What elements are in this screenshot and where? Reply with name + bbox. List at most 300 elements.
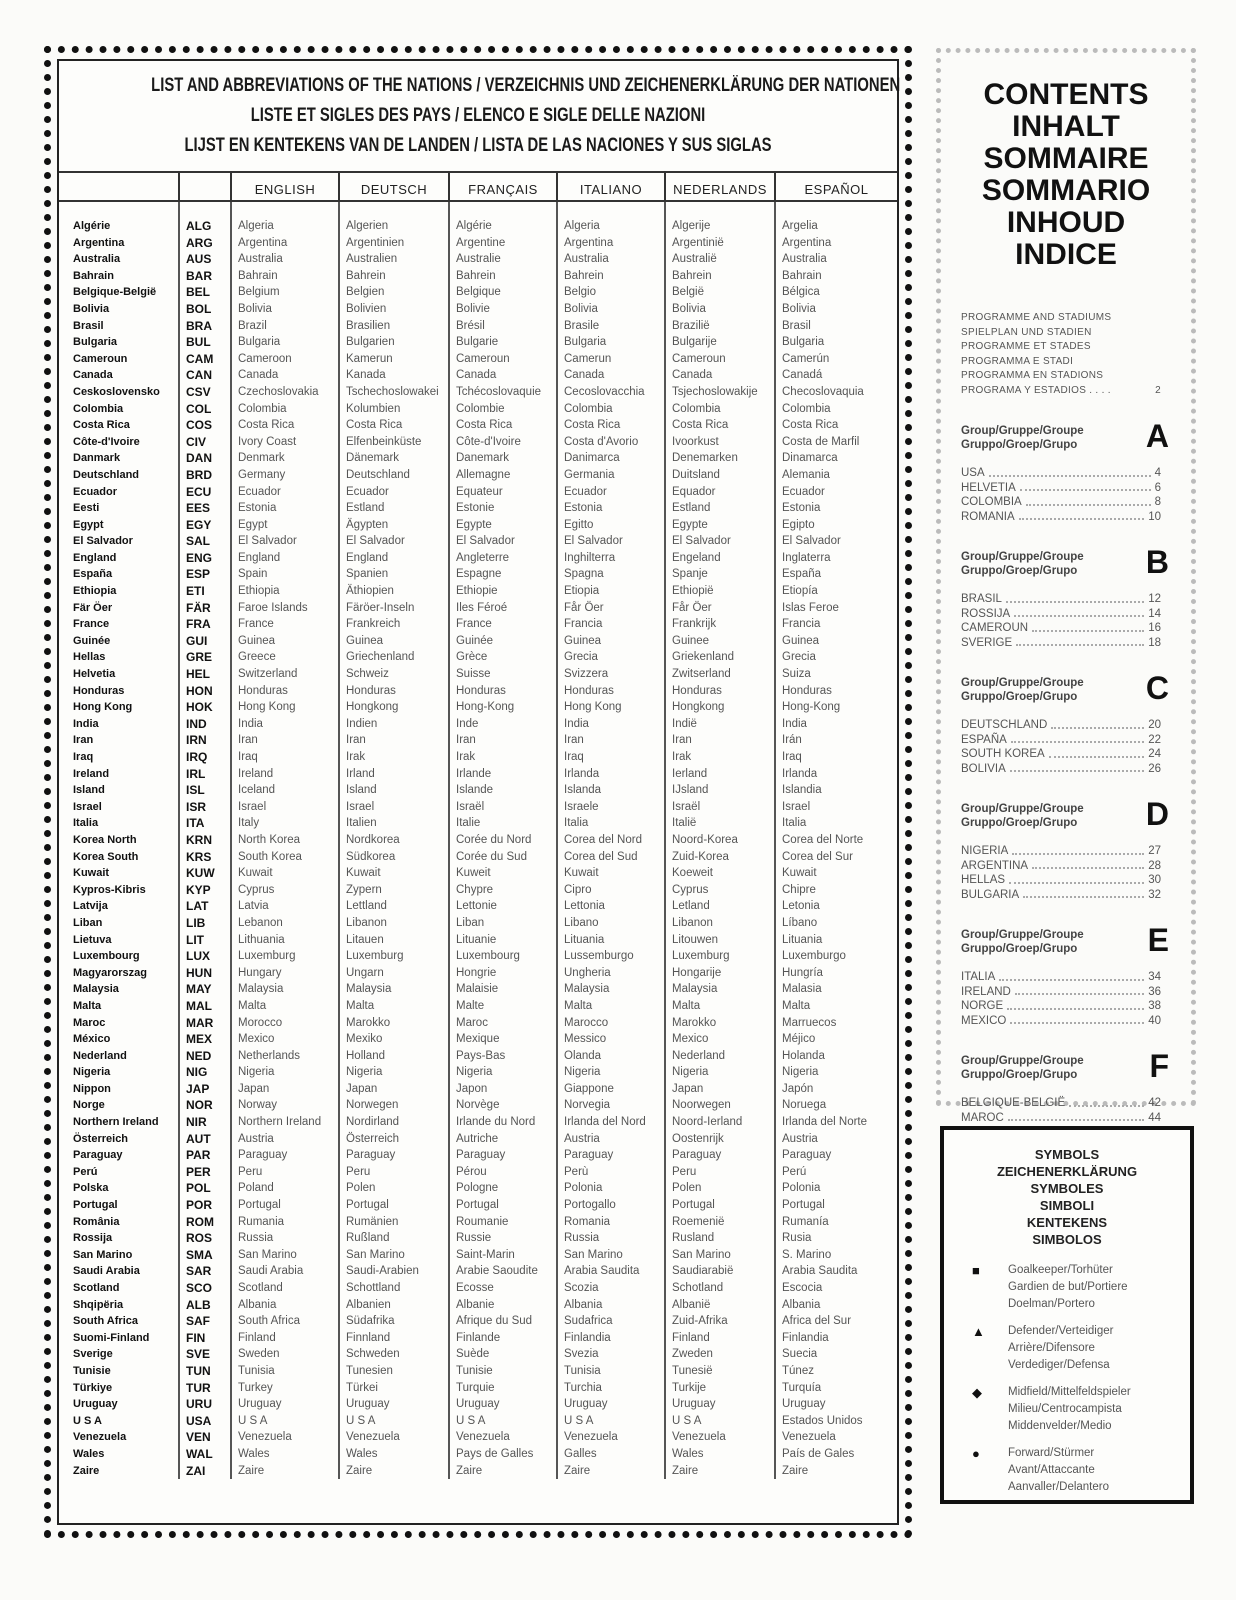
espanol-name: Zaire (782, 1464, 809, 1477)
native-name: France (73, 618, 110, 631)
english-name: San Marino (238, 1248, 297, 1261)
italiano-name: Honduras (564, 684, 614, 697)
team-name: BOLIVIA (961, 762, 1006, 775)
team-page: 12 (1148, 593, 1161, 605)
team-entry[interactable] (961, 873, 1161, 888)
team-page: 32 (1148, 888, 1161, 901)
group-label-line: Group/Gruppe/Groupe (961, 425, 1084, 437)
group-letter: F (1149, 1048, 1169, 1084)
italiano-name: Marocco (564, 1016, 609, 1029)
team-page: 27 (1148, 845, 1161, 857)
deutsch-name: Brasilien (346, 319, 391, 332)
italiano-name: Polonia (564, 1182, 603, 1195)
team-entry[interactable] (961, 495, 1161, 510)
native-name: Magyarorszag (73, 966, 147, 979)
english-name: Hungary (238, 966, 282, 979)
italiano-name: Venezuela (564, 1431, 618, 1444)
column-deutsch (339, 201, 449, 1479)
contents-heading (941, 79, 1191, 271)
english-name: Poland (238, 1182, 274, 1195)
english-name: Tunisia (238, 1364, 275, 1377)
nederlands-name: Wales (672, 1447, 704, 1460)
english-name: Turkey (238, 1381, 273, 1394)
deutsch-name: Polen (346, 1182, 376, 1195)
italiano-name: Camerun (564, 352, 612, 365)
nederlands-name: Letland (672, 900, 710, 913)
nederlands-name: Italië (672, 817, 697, 830)
espanol-name: Estonia (782, 502, 821, 515)
team-entry[interactable] (961, 466, 1161, 481)
contents-panel (936, 48, 1196, 1124)
column-codes (179, 201, 231, 1479)
italiano-name: Portogallo (564, 1199, 616, 1212)
italiano-name: Italia (564, 817, 589, 830)
espanol-name: País de Gales (782, 1447, 855, 1460)
english-name: North Korea (238, 833, 301, 846)
team-page: 24 (1148, 748, 1161, 760)
nation-code: PER (186, 1164, 211, 1179)
espanol-name: Suiza (782, 668, 811, 681)
legend-item (972, 1445, 1190, 1496)
nation-code: CIV (186, 434, 207, 449)
italiano-name: Paraguay (564, 1149, 614, 1162)
english-name: Guinea (238, 634, 276, 647)
deutsch-name: Finnland (346, 1331, 391, 1344)
native-name: Fär Öer (73, 601, 113, 614)
francais-name: Hongrie (456, 966, 497, 979)
native-name: Egypt (73, 518, 104, 531)
deutsch-name: Elfenbeinküste (346, 435, 422, 448)
english-name: Japan (238, 1082, 270, 1095)
espanol-name: Alemania (782, 468, 830, 481)
francais-name: Ethiopie (456, 585, 498, 598)
espanol-name: Ecuador (782, 485, 825, 498)
espanol-name: Dinamarca (782, 452, 838, 465)
diamond-midfield-icon: ◆ (972, 1385, 982, 1400)
espanol-name: Polonia (782, 1182, 821, 1195)
native-name: España (73, 568, 113, 581)
italiano-name: Irlanda (564, 767, 600, 780)
deutsch-name: Rußland (346, 1232, 390, 1245)
italiano-name: Tunisia (564, 1364, 601, 1377)
team-entry[interactable] (961, 1014, 1161, 1029)
italiano-name: Sudafrica (564, 1315, 613, 1328)
english-name: South Africa (238, 1315, 301, 1328)
italiano-name: Belgio (564, 286, 596, 299)
espanol-name: Kuwait (782, 867, 817, 880)
team-entry[interactable] (961, 985, 1161, 1000)
deutsch-name: Schweiz (346, 668, 389, 681)
francais-name: Japon (456, 1082, 488, 1095)
nederlands-name: Luxemburg (672, 950, 730, 963)
nederlands-name: Japan (672, 1082, 704, 1095)
group-letter: A (1145, 418, 1169, 454)
native-name: Shqipëria (73, 1298, 124, 1311)
team-entry[interactable] (961, 592, 1161, 607)
column-francais (449, 201, 557, 1479)
nederlands-name: Zwitserland (672, 668, 731, 681)
english-name: Netherlands (238, 1049, 301, 1062)
group-letter: C (1145, 670, 1169, 706)
francais-name: Irlande du Nord (456, 1116, 536, 1129)
francais-name: Inde (456, 717, 479, 730)
dot-leader (989, 466, 1151, 477)
nation-code: ROS (186, 1231, 213, 1246)
italiano-name: Messico (564, 1033, 607, 1046)
nations-list-panel (57, 59, 899, 1525)
native-name: Ethiopia (73, 585, 117, 598)
francais-name: Iran (456, 734, 476, 747)
italiano-name: Etiopia (564, 585, 600, 598)
nations-list-frame (44, 46, 912, 1538)
nederlands-name: San Marino (672, 1248, 731, 1261)
english-name: Wales (238, 1447, 270, 1460)
team-page: 28 (1148, 859, 1161, 872)
english-name: Saudi Arabia (238, 1265, 304, 1278)
espanol-name: Colombia (782, 402, 831, 415)
team-page: 26 (1148, 762, 1161, 775)
nederlands-name: Uruguay (672, 1398, 716, 1411)
nederlands-name: Bulgarije (672, 336, 717, 349)
espanol-name: Bulgaria (782, 336, 825, 349)
italiano-name: Costa Rica (564, 419, 621, 432)
team-entry[interactable] (961, 844, 1161, 859)
native-name: Italia (73, 817, 99, 830)
italiano-name: Lituania (564, 933, 605, 946)
francais-name: Roumanie (456, 1215, 509, 1228)
italiano-name: Turchia (564, 1381, 602, 1394)
nederlands-name: Oostenrijk (672, 1132, 724, 1145)
nederlands-name: Malta (672, 999, 701, 1012)
nederlands-name: Peru (672, 1165, 697, 1178)
heading-simbolos: SIMBOLOS (1032, 1232, 1102, 1247)
espanol-name: Etiopía (782, 585, 818, 598)
nederlands-name: Turkije (672, 1381, 707, 1394)
francais-name: Guinée (456, 634, 494, 647)
deutsch-name: Libanon (346, 916, 387, 929)
team-page: 42 (1148, 1097, 1161, 1109)
nation-code: ISR (186, 799, 207, 814)
programme-entry[interactable] (961, 311, 1161, 398)
nation-code: LAT (186, 899, 209, 914)
deutsch-name: Tschechoslowakei (346, 385, 439, 398)
francais-name: Australie (456, 253, 501, 266)
italiano-name: Romania (564, 1215, 611, 1228)
francais-name: Espagne (456, 568, 502, 581)
group-teams (961, 466, 1161, 524)
nation-code: ROM (186, 1214, 214, 1229)
english-name: Lithuania (238, 933, 285, 946)
native-name: Cameroun (73, 352, 128, 365)
italiano-name: Iran (564, 734, 584, 747)
deutsch-name: Nordirland (346, 1116, 400, 1129)
nation-code: IRN (186, 733, 207, 748)
francais-name: Danemark (456, 452, 510, 465)
italiano-name: Malta (564, 999, 593, 1012)
nederlands-name: Guinee (672, 634, 710, 647)
group-label (961, 1054, 1161, 1082)
english-name: Norway (238, 1099, 277, 1112)
francais-name: Iles Féroé (456, 601, 508, 614)
table-header-row (59, 173, 897, 201)
dot-leader (1049, 747, 1144, 758)
espanol-name: Túnez (782, 1364, 814, 1377)
legend-text (1008, 1445, 1109, 1496)
espanol-name: Turquía (782, 1381, 822, 1394)
native-name: Nippon (73, 1082, 111, 1095)
team-entry[interactable] (961, 747, 1161, 762)
group-label (961, 802, 1161, 830)
espanol-name: Costa Rica (782, 419, 839, 432)
francais-name: Corée du Nord (456, 833, 532, 846)
nederlands-name: Algerije (672, 220, 711, 232)
nederlands-name: Irak (672, 751, 692, 763)
nederlands-name: Duitsland (672, 468, 720, 481)
deutsch-name: Venezuela (346, 1431, 400, 1444)
legend-text (1008, 1262, 1128, 1313)
italiano-name: Kuwait (564, 867, 599, 880)
team-entry[interactable] (961, 1096, 1161, 1111)
team-page: 16 (1148, 622, 1161, 634)
espanol-name: El Salvador (782, 535, 841, 548)
group-label-line: Gruppo/Groep/Grupo (961, 943, 1078, 955)
group-section (961, 670, 1169, 776)
native-name: Liban (73, 916, 103, 929)
dot-leader (1032, 621, 1144, 632)
team-entry[interactable] (961, 733, 1161, 748)
english-name: Spain (238, 568, 268, 581)
legend-line: Avant/Attaccante (1008, 1464, 1095, 1476)
team-name: COLOMBIA (961, 496, 1022, 508)
espanol-name: Costa de Marfil (782, 435, 860, 448)
deutsch-name: Zypern (346, 883, 382, 896)
dot-leader (1006, 592, 1144, 603)
nation-code: TUR (186, 1380, 211, 1395)
team-entry[interactable] (961, 970, 1161, 985)
francais-name: France (456, 618, 492, 631)
nederlands-name: Egypte (672, 518, 708, 531)
native-name: Sverige (73, 1348, 113, 1361)
team-entry[interactable] (961, 481, 1161, 496)
nation-code: MAR (186, 1015, 214, 1030)
heading-indice: INDICE (1015, 238, 1117, 271)
italiano-name: Guinea (564, 634, 602, 647)
team-name: BULGARIA (961, 888, 1020, 901)
deutsch-name: Peru (346, 1165, 371, 1178)
group-label-line: Group/Gruppe/Groupe (961, 929, 1084, 941)
italiano-name: Ecuador (564, 485, 607, 498)
nation-code: TUN (186, 1363, 211, 1378)
nederlands-name: Paraguay (672, 1149, 722, 1162)
english-name: Malaysia (238, 983, 284, 996)
english-name: South Korea (238, 850, 302, 863)
nederlands-name: Hongkong (672, 701, 725, 714)
english-name: Paraguay (238, 1149, 288, 1162)
espanol-name: Méjico (782, 1033, 816, 1046)
italiano-name: Costa d'Avorio (564, 435, 639, 448)
team-entry[interactable] (961, 762, 1161, 777)
native-name: England (73, 551, 117, 564)
team-name: CAMEROUN (961, 622, 1029, 634)
italiano-name: Irlanda del Nord (564, 1116, 646, 1129)
francais-name: Mexique (456, 1033, 500, 1046)
nation-code: ARG (186, 235, 213, 250)
deutsch-name: Mexiko (346, 1033, 383, 1046)
espanol-name: Japón (782, 1082, 814, 1095)
team-entry[interactable] (961, 1111, 1161, 1126)
team-name: NIGERIA (961, 845, 1009, 857)
nation-code: DAN (186, 451, 212, 466)
native-name: El Salvador (73, 535, 133, 548)
francais-name: Pologne (456, 1182, 499, 1195)
deutsch-name: Kolumbien (346, 402, 401, 415)
nation-code: SVE (186, 1347, 211, 1362)
dot-leader (1015, 985, 1144, 996)
native-name: Colombia (73, 402, 124, 415)
nations-list-title (59, 61, 901, 173)
espanol-name: España (782, 568, 822, 581)
francais-name: Colombie (456, 402, 505, 415)
francais-name: Malaisie (456, 983, 499, 996)
nederlands-name: Honduras (672, 684, 722, 697)
native-name: Hong Kong (73, 701, 133, 714)
francais-name: Venezuela (456, 1431, 510, 1444)
native-name: México (73, 1033, 111, 1046)
english-name: Nigeria (238, 1066, 275, 1079)
nederlands-name: Costa Rica (672, 419, 729, 432)
team-entry[interactable] (961, 718, 1161, 733)
espanol-name: Corea del Norte (782, 833, 864, 846)
nederlands-name: Ivoorkust (672, 435, 719, 448)
native-name: Türkiye (73, 1381, 113, 1394)
dot-leader (1014, 607, 1144, 618)
francais-name: Lituanie (456, 933, 497, 946)
group-label-line: Gruppo/Groep/Grupo (961, 691, 1078, 703)
deutsch-name: Holland (346, 1049, 385, 1062)
legend-line: Midfield/Mittelfeldspieler (1008, 1386, 1131, 1398)
group-label-line: Group/Gruppe/Groupe (961, 1055, 1084, 1067)
heading-simboli: SIMBOLI (1039, 1198, 1095, 1213)
native-name: Costa Rica (73, 419, 130, 432)
group-label-line: Gruppo/Groep/Grupo (961, 1069, 1078, 1081)
deutsch-name: Norwegen (346, 1099, 399, 1112)
team-entry[interactable] (961, 888, 1161, 903)
italiano-name: Libano (564, 916, 599, 929)
espanol-name: Egipto (782, 518, 815, 531)
title-line-3: LIJST EN KENTEKENS VAN DE LANDEN / LISTA DE LAS NACIONES Y SUS SIGLAS (184, 135, 772, 156)
italiano-name: Bolivia (564, 302, 598, 315)
dot-leader (1019, 510, 1145, 521)
francais-name: Corée du Sud (456, 850, 527, 863)
italiano-name: Grecia (564, 651, 598, 664)
espanol-name: Australia (782, 253, 827, 266)
deutsch-name: Japan (346, 1082, 378, 1095)
italiano-name: U S A (564, 1414, 594, 1427)
deutsch-name: Rumänien (346, 1215, 399, 1228)
italiano-name: Estonia (564, 502, 603, 515)
team-entry[interactable] (961, 607, 1161, 622)
espanol-name: Irán (782, 734, 802, 747)
header-english: ENGLISH (231, 173, 339, 201)
italiano-name: Lettonia (564, 900, 605, 913)
team-name: BRASIL (961, 593, 1002, 605)
espanol-name: Albania (782, 1298, 821, 1311)
english-name: Canada (238, 369, 279, 382)
francais-name: Argentine (456, 236, 506, 249)
english-name: Switzerland (238, 668, 298, 681)
espanol-name: Nigeria (782, 1066, 819, 1079)
team-entry[interactable] (961, 621, 1161, 636)
english-name: Egypt (238, 518, 268, 531)
espanol-name: S. Marino (782, 1248, 832, 1261)
francais-name: Canada (456, 369, 497, 382)
team-name: HELVETIA (961, 481, 1016, 494)
espanol-name: Islandia (782, 784, 822, 797)
english-name: Ivory Coast (238, 435, 297, 448)
english-name: Malta (238, 999, 267, 1012)
dot-leader (1032, 859, 1144, 870)
team-entry[interactable] (961, 510, 1161, 525)
nederlands-name: Spanje (672, 568, 708, 581)
native-name: Brasil (73, 319, 104, 332)
nation-code: IRL (186, 766, 206, 781)
italiano-name: Får Öer (564, 601, 604, 614)
francais-name: Arabie Saoudite (456, 1265, 538, 1278)
english-name: Denmark (238, 452, 285, 465)
group-letter: D (1145, 796, 1169, 832)
italiano-name: Algeria (564, 220, 600, 232)
espanol-name: Grecia (782, 651, 816, 664)
team-entry[interactable] (961, 859, 1161, 874)
espanol-name: Líbano (782, 916, 818, 929)
nations-table (59, 173, 897, 1479)
deutsch-name: Honduras (346, 684, 396, 697)
team-page: 14 (1148, 607, 1161, 620)
dot-leader (1010, 762, 1144, 773)
francais-name: Grèce (456, 651, 488, 664)
deutsch-name: San Marino (346, 1248, 405, 1261)
english-name: Algeria (238, 220, 274, 232)
english-name: Iraq (238, 751, 258, 763)
deutsch-name: Kamerun (346, 352, 393, 365)
team-page: 8 (1154, 496, 1161, 508)
header-nederlands: NEDERLANDS (665, 173, 775, 201)
dot-leader (1011, 733, 1144, 744)
deutsch-name: Dänemark (346, 452, 400, 465)
heading-sommario: SOMMARIO (981, 174, 1151, 207)
espanol-name: Inglaterra (782, 551, 831, 564)
italiano-name: Israele (564, 800, 599, 813)
programme-line: PROGRAMMA E STADI (961, 355, 1074, 367)
nation-code: KRS (186, 849, 212, 864)
team-entry[interactable] (961, 636, 1161, 651)
english-name: Morocco (238, 1016, 283, 1029)
deutsch-name: Island (346, 784, 377, 797)
nation-code: AUS (186, 252, 212, 267)
nederlands-name: Cameroun (672, 352, 726, 365)
deutsch-name: Marokko (346, 1016, 391, 1029)
team-page: 34 (1148, 971, 1161, 983)
group-label-line: Gruppo/Groep/Grupo (961, 439, 1078, 451)
deutsch-name: Nigeria (346, 1066, 383, 1079)
dot-leader (999, 970, 1144, 981)
italiano-name: Ungheria (564, 966, 611, 979)
header-deutsch: DEUTSCH (339, 173, 449, 201)
english-name: Greece (238, 651, 276, 664)
nation-code: WAL (186, 1446, 213, 1461)
deutsch-name: Schweden (346, 1348, 400, 1361)
team-entry[interactable] (961, 999, 1161, 1014)
